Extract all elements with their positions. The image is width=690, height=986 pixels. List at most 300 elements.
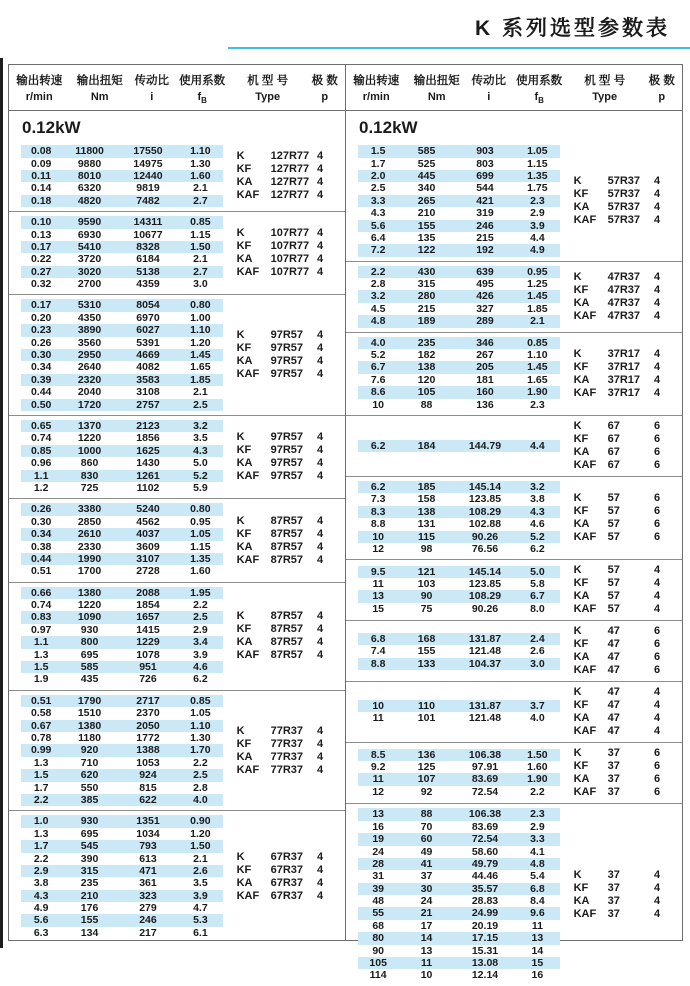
gear-block (346, 333, 682, 416)
table-row (21, 815, 223, 827)
column-header (69, 72, 129, 105)
table-row (358, 773, 560, 785)
unit-subscript: B (201, 96, 207, 106)
ratio-cell: 1430 (136, 457, 160, 470)
ratio-cell: 145.14 (468, 565, 502, 578)
torque-cell: 235 (80, 877, 99, 890)
type-model: 127R77 (270, 189, 310, 202)
table-row (21, 432, 223, 444)
type-model: 87R57 (270, 610, 304, 623)
ratio-cell: 14975 (133, 157, 163, 170)
speed-cell: 0.26 (30, 336, 52, 349)
torque-cell: 2040 (77, 386, 102, 399)
speed-cell: 11 (372, 712, 384, 725)
column-header (642, 72, 682, 105)
factor-cell: 1.10 (190, 145, 211, 158)
table-row (358, 858, 560, 870)
speed-cell: 0.44 (30, 552, 52, 565)
speed-cell: 7.3 (370, 493, 386, 506)
factor-cell: 2.7 (193, 194, 208, 207)
factor-cell: 1.65 (527, 373, 548, 386)
table-row (21, 673, 223, 685)
type-poles: 4 (317, 851, 324, 864)
speed-cell: 5.6 (370, 219, 386, 232)
type-prefix: KA (573, 651, 590, 664)
torque-cell: 265 (417, 194, 436, 207)
type-model: 97R57 (270, 431, 304, 444)
ratio-cell: 246 (139, 914, 157, 927)
torque-cell: 103 (417, 577, 436, 590)
numeric-rows (21, 587, 223, 686)
type-prefix: KF (236, 623, 252, 636)
type-line (237, 227, 339, 240)
column-header-name: 使用系数 (516, 75, 563, 87)
factor-cell: 3.5 (193, 877, 208, 890)
speed-cell: 0.09 (30, 157, 52, 170)
factor-cell: 11 (531, 919, 543, 932)
torque-cell: 3890 (77, 324, 102, 337)
factor-cell: 1.90 (527, 773, 548, 786)
type-model: 127R77 (270, 150, 310, 163)
unit-base: f (534, 91, 539, 103)
type-poles: 4 (317, 227, 324, 240)
torque-cell: 800 (80, 636, 99, 649)
speed-cell: 0.17 (30, 240, 52, 253)
ratio-cell: 289 (476, 315, 494, 328)
ratio-cell: 35.57 (471, 882, 499, 895)
factor-cell: 0.85 (527, 336, 548, 349)
type-line (237, 150, 339, 163)
torque-cell: 70 (420, 820, 433, 833)
type-prefix: KA (236, 540, 253, 553)
gear-block (346, 560, 682, 621)
speed-cell: 1.1 (33, 469, 49, 482)
torque-cell: 1000 (77, 444, 102, 457)
speed-cell: 0.66 (30, 586, 52, 599)
speed-cell: 0.78 (30, 731, 52, 744)
type-line (574, 459, 676, 472)
type-list (223, 851, 345, 903)
speed-cell: 2.8 (370, 278, 386, 291)
type-prefix: KF (236, 527, 252, 540)
factor-cell: 2.8 (193, 781, 208, 794)
factor-cell: 1.10 (190, 324, 211, 337)
factor-cell: 2.5 (193, 769, 208, 782)
table-row (21, 587, 223, 599)
ratio-cell: 1261 (136, 469, 160, 482)
table-row (358, 749, 560, 761)
speed-cell: 0.23 (30, 324, 52, 337)
type-line (237, 764, 339, 777)
torque-cell: 2610 (77, 528, 102, 541)
type-line (237, 623, 339, 636)
column-header-unit: Nm (90, 91, 109, 103)
factor-cell: 1.15 (190, 228, 211, 241)
type-poles: 4 (317, 877, 324, 890)
ratio-cell: 144.79 (468, 439, 502, 452)
table-row (358, 603, 560, 615)
column-header-unit (511, 91, 568, 105)
table-row (21, 503, 223, 515)
speed-cell: 0.65 (30, 420, 52, 432)
type-poles: 4 (317, 610, 324, 623)
factor-cell: 2.2 (530, 785, 545, 798)
type-poles: 4 (317, 737, 324, 750)
table-row (21, 253, 223, 265)
type-line (237, 890, 339, 903)
type-model: 37 (607, 760, 620, 773)
torque-cell: 315 (80, 864, 99, 877)
table-row (21, 794, 223, 806)
speed-cell: 6.3 (33, 926, 49, 939)
factor-cell: 1.95 (190, 586, 211, 599)
factor-cell: 4.9 (530, 244, 545, 257)
ratio-cell: 58.60 (471, 845, 499, 858)
type-model: 87R57 (270, 553, 304, 566)
torque-cell: 176 (80, 902, 99, 915)
type-prefix: K (236, 851, 245, 864)
torque-cell: 105 (417, 386, 436, 399)
factor-cell: 1.05 (527, 145, 548, 158)
speed-cell: 1.3 (33, 648, 49, 661)
ratio-cell: 215 (476, 231, 494, 244)
torque-cell: 2320 (77, 373, 102, 386)
factor-cell: 13 (531, 932, 544, 945)
column-header-name: 机 型 号 (584, 75, 626, 87)
title-underline (228, 47, 690, 49)
table-row (358, 808, 560, 820)
gear-block (9, 141, 345, 212)
column-header (130, 72, 174, 105)
torque-cell: 11 (420, 957, 433, 970)
torque-cell: 135 (417, 231, 436, 244)
type-model: 67R37 (270, 851, 304, 864)
factor-cell: 3.5 (193, 432, 208, 445)
torque-cell: 6320 (77, 182, 102, 195)
ratio-cell: 2717 (136, 694, 160, 707)
table-row (358, 700, 560, 712)
type-list (223, 150, 345, 202)
table-row (358, 870, 560, 882)
type-poles: 4 (317, 623, 324, 636)
column-header-unit: i (150, 91, 154, 103)
table-row (358, 493, 560, 505)
type-prefix: KAF (573, 309, 597, 322)
torque-cell: 155 (417, 219, 436, 232)
type-prefix: KAF (573, 386, 597, 399)
table-row (358, 531, 560, 543)
factor-cell: 4.8 (530, 857, 545, 870)
torque-cell: 88 (420, 808, 433, 821)
factor-cell: 3.0 (193, 278, 208, 291)
page-edge-shadow (0, 58, 3, 948)
table-row (21, 299, 223, 311)
speed-cell: 8.6 (370, 386, 386, 399)
torque-cell: 390 (80, 852, 99, 865)
torque-cell: 930 (80, 815, 99, 828)
table-row (21, 216, 223, 228)
type-poles: 6 (654, 664, 661, 677)
type-model: 47 (607, 638, 620, 651)
speed-cell: 0.32 (30, 278, 52, 291)
gear-block (9, 583, 345, 691)
type-line (574, 869, 676, 882)
table-row (358, 761, 560, 773)
ratio-cell: 5138 (136, 265, 160, 278)
type-model: 87R57 (270, 514, 304, 527)
type-poles: 6 (654, 625, 661, 638)
table-row (358, 566, 560, 578)
torque-cell: 695 (80, 648, 99, 661)
ratio-cell: 319 (476, 207, 494, 220)
type-poles: 4 (654, 296, 661, 309)
type-model: 97R57 (270, 355, 304, 368)
type-model: 87R57 (270, 636, 304, 649)
type-prefix: KA (573, 712, 590, 725)
type-list (223, 227, 345, 279)
column-header-name: 极 数 (648, 75, 675, 87)
type-prefix: KF (236, 444, 252, 457)
type-poles: 4 (654, 200, 661, 213)
type-model: 47R37 (607, 283, 641, 296)
type-prefix: KA (236, 355, 253, 368)
torque-cell: 121 (417, 565, 436, 578)
speed-cell: 0.11 (31, 169, 52, 182)
type-poles: 6 (654, 773, 661, 786)
ratio-cell: 951 (139, 661, 157, 674)
ratio-cell: 83.69 (471, 820, 499, 833)
ratio-cell: 699 (476, 169, 494, 182)
type-model: 47 (607, 725, 620, 738)
type-poles: 4 (317, 329, 324, 342)
type-prefix: K (573, 686, 582, 699)
ratio-cell: 8328 (136, 240, 160, 253)
speed-cell: 0.74 (30, 599, 52, 612)
type-poles: 6 (654, 531, 661, 544)
torque-cell: 98 (420, 542, 433, 555)
type-line (574, 531, 676, 544)
type-prefix: KAF (236, 649, 260, 662)
factor-cell: 1.25 (527, 278, 548, 291)
type-line (574, 420, 676, 433)
type-prefix: KAF (573, 531, 597, 544)
torque-cell: 1790 (77, 694, 102, 707)
ratio-cell: 108.29 (468, 505, 502, 518)
factor-cell: 4.0 (530, 712, 545, 725)
power-section-label: 0.12kW (22, 118, 81, 138)
factor-cell: 2.1 (193, 182, 208, 195)
type-line (574, 387, 676, 400)
gear-block (9, 499, 345, 582)
torque-cell: 60 (420, 833, 433, 846)
ratio-cell: 1053 (136, 756, 160, 769)
factor-cell: 4.6 (193, 661, 208, 674)
ratio-cell: 20.19 (471, 919, 499, 932)
ratio-cell: 793 (139, 840, 157, 853)
torque-cell: 430 (417, 265, 436, 278)
table-row (21, 445, 223, 457)
type-model: 47 (607, 686, 620, 699)
speed-cell: 5.2 (370, 349, 386, 362)
type-poles: 6 (654, 518, 661, 531)
type-poles: 4 (317, 553, 324, 566)
torque-cell: 17 (420, 919, 433, 932)
type-line (237, 738, 339, 751)
speed-cell: 105 (369, 957, 387, 970)
table-row (21, 541, 223, 553)
torque-cell: 9590 (77, 216, 102, 229)
speed-cell: 2.2 (370, 265, 386, 278)
ratio-cell: 613 (139, 852, 157, 865)
type-line (574, 214, 676, 227)
type-line (237, 444, 339, 457)
speed-cell: 0.34 (30, 361, 52, 374)
type-poles: 4 (654, 347, 661, 360)
column-header-name: 传动比 (471, 75, 507, 87)
table-row (358, 833, 560, 845)
type-poles: 6 (654, 786, 661, 799)
type-poles: 4 (317, 763, 324, 776)
type-prefix: KA (236, 253, 253, 266)
torque-cell: 3560 (77, 336, 102, 349)
table-row (21, 695, 223, 707)
ratio-cell: 131.87 (468, 699, 502, 712)
factor-cell: 2.1 (193, 253, 208, 266)
type-line (574, 284, 676, 297)
torque-cell: 930 (80, 623, 99, 636)
torque-cell: 710 (80, 756, 99, 769)
torque-cell: 11800 (75, 145, 104, 158)
ratio-cell: 2050 (136, 719, 160, 732)
type-model: 67R37 (270, 890, 304, 903)
factor-cell: 5.4 (530, 870, 545, 883)
speed-cell: 7.2 (370, 244, 386, 257)
factor-cell: 1.05 (190, 707, 211, 720)
type-prefix: KA (236, 636, 253, 649)
ratio-cell: 1102 (136, 481, 160, 494)
factor-cell: 4.1 (530, 845, 545, 858)
type-prefix: KF (236, 342, 252, 355)
type-prefix: K (573, 492, 582, 505)
torque-cell: 138 (417, 361, 436, 374)
type-poles: 6 (654, 747, 661, 760)
torque-cell: 340 (417, 182, 436, 195)
numeric-rows (358, 566, 560, 616)
factor-cell: 1.65 (190, 361, 211, 374)
ratio-cell: 1078 (136, 648, 160, 661)
type-list (560, 175, 682, 227)
table-row (21, 158, 223, 170)
factor-cell: 0.80 (190, 503, 211, 516)
type-prefix: K (573, 564, 582, 577)
factor-cell: 3.7 (530, 699, 545, 712)
ratio-cell: 1856 (136, 432, 160, 445)
table-row (21, 482, 223, 494)
speed-cell: 6.2 (370, 439, 386, 452)
parameter-table (8, 64, 683, 982)
type-line (574, 664, 676, 677)
ratio-cell: 4037 (136, 528, 160, 541)
column-header-unit: r/min (362, 91, 390, 103)
ratio-cell: 13.08 (471, 957, 499, 970)
right-panel (346, 65, 682, 982)
ratio-cell: 1034 (136, 827, 160, 840)
torque-cell: 1990 (77, 552, 102, 565)
speed-cell: 1.5 (33, 769, 49, 782)
ratio-cell: 6184 (136, 253, 160, 266)
type-model: 127R77 (270, 163, 310, 176)
type-prefix: KAF (236, 189, 260, 202)
factor-cell: 1.90 (527, 386, 548, 399)
column-header-name: 极 数 (311, 75, 338, 87)
type-prefix: KF (573, 882, 589, 895)
type-list (560, 348, 682, 400)
torque-cell: 830 (80, 469, 99, 482)
table-row (358, 895, 560, 907)
table-row (21, 828, 223, 840)
ratio-cell: 421 (476, 194, 494, 207)
type-model: 47 (607, 699, 620, 712)
type-line (237, 528, 339, 541)
ratio-cell: 121.48 (468, 645, 502, 658)
type-prefix: KA (236, 457, 253, 470)
ratio-cell: 7482 (136, 194, 160, 207)
type-prefix: KF (236, 737, 252, 750)
type-poles: 4 (654, 309, 661, 322)
column-header-row (346, 65, 682, 111)
factor-cell: 2.2 (193, 756, 208, 769)
numeric-rows (358, 749, 560, 799)
speed-cell: 3.3 (370, 194, 386, 207)
type-line (574, 518, 676, 531)
type-model: 67 (607, 420, 620, 432)
ratio-cell: 426 (476, 290, 494, 303)
table-row (21, 195, 223, 207)
table-row (21, 661, 223, 673)
ratio-cell: 12.14 (471, 969, 499, 982)
gear-block (346, 416, 682, 477)
type-prefix: K (236, 610, 245, 623)
column-header-unit: r/min (25, 91, 53, 103)
table-row (21, 278, 223, 290)
type-prefix: KA (573, 518, 590, 531)
factor-cell: 3.9 (530, 219, 545, 232)
table-row (358, 266, 560, 278)
speed-cell: 0.50 (30, 398, 52, 411)
speed-cell: 24 (372, 845, 384, 858)
speed-cell: 90 (372, 944, 384, 957)
factor-cell: 1.15 (190, 540, 211, 553)
speed-cell: 6.7 (370, 361, 386, 374)
type-model: 57 (607, 531, 620, 544)
factor-cell: 1.15 (527, 157, 548, 170)
table-row (358, 399, 560, 411)
factor-cell: 2.9 (530, 207, 545, 220)
factor-cell: 2.6 (530, 645, 545, 658)
type-model: 57R37 (607, 213, 641, 226)
type-model: 57R37 (607, 174, 641, 187)
type-poles: 4 (654, 895, 661, 908)
table-row (21, 553, 223, 565)
speed-cell: 0.39 (30, 373, 52, 386)
factor-cell: 2.5 (193, 611, 208, 624)
table-row (21, 565, 223, 577)
torque-cell: 585 (80, 661, 99, 674)
type-poles: 4 (654, 283, 661, 296)
torque-cell: 120 (417, 373, 436, 386)
table-row (21, 399, 223, 411)
table-row (21, 599, 223, 611)
